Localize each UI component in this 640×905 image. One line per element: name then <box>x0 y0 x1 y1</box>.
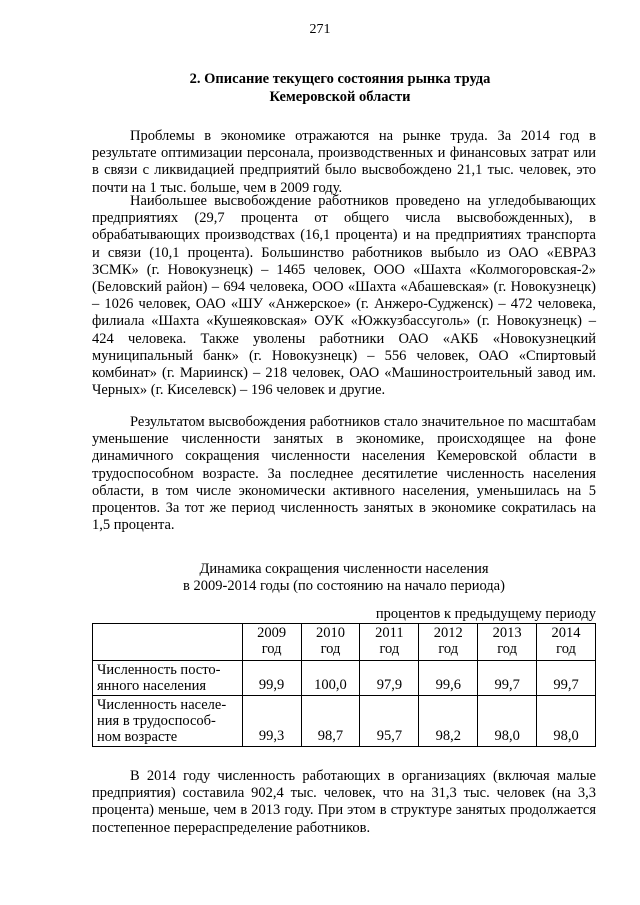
paragraph-1: Проблемы в экономике отражаются на рынке труда. За 2014 год в результате оптимизации персонала, производственных и финансовых затрат или в связи с ликвидацией предприятий было высвобождено 21,1 тыс. человек, это почти на 1 тыс. больше, чем в 2009 году. <box>92 128 596 196</box>
paragraph-2: Наибольшее высвобождение работников проведено на угледобывающих предприятиях (29,7 процента от общего числа высвобожденных), в обрабатывающих производствах (16,1 процента) и на предприятиях транспорта и связи (10,1 процента). Большинство работников выбыло из ОАО «ЕВРАЗ ЗСМК» (г. Новокузнецк) – 1465 человек, ООО «Шахта «Колмогоровская-2» (Беловский район) – 694 человека, ООО «Шахта «Абашевская» (г. Новокузнецк) – 1026 человек, ОАО «ШУ «Анжерское» (г. Анжеро-Судженск) – 472 человека, филиала «Шахта «Кушеяковская» ОУК «Южкузбассуголь» (г. Новокузнецк) – 424 человека. Также уволены работники ОАО «АКБ «Новокузнецкий муниципальный банк» (г. Новокузнецк) – 556 человек, ОАО «Спиртовый комбинат» (г. Мариинск) – 218 человек, ОАО «Машиностроительный завод им. Черных» (г. Киселевск) – 196 человек и другие. <box>92 193 596 399</box>
row-label-line: ном возрасте <box>97 729 178 745</box>
year-header-2009 <box>242 624 301 661</box>
section-heading-line-1: 2. Описание текущего состояния рынка труда <box>189 71 491 87</box>
year-suffix: год <box>320 641 341 657</box>
year-suffix: год <box>497 641 518 657</box>
row-label <box>93 661 243 696</box>
year-header-2011 <box>360 624 419 661</box>
year-header-2013 <box>478 624 537 661</box>
row-label-line: Численность населе- <box>97 697 227 713</box>
table-row-working-age-population <box>93 696 596 747</box>
table-cell: 98,7 <box>301 696 360 747</box>
table-caption-line-2: в 2009-2014 годы (по состоянию на начало периода) <box>183 578 505 594</box>
year-value: 2012 <box>433 625 463 641</box>
year-value: 2011 <box>375 625 404 641</box>
table-caption-line-1: Динамика сокращения численности населения <box>199 561 489 577</box>
table-header-empty-cell <box>93 624 243 661</box>
page-number: 271 <box>309 22 331 37</box>
table-cell: 99,9 <box>242 661 301 696</box>
year-value: 2010 <box>315 625 345 641</box>
year-suffix: год <box>379 641 400 657</box>
row-label-line: янного населения <box>97 678 207 694</box>
table-cell: 95,7 <box>360 696 419 747</box>
table-caption <box>92 561 596 595</box>
row-label-line: ния в трудоспособ- <box>97 713 216 729</box>
year-header-2014 <box>537 624 596 661</box>
table-cell: 98,2 <box>419 696 478 747</box>
year-header-2010 <box>301 624 360 661</box>
year-value: 2014 <box>551 625 581 641</box>
paragraph-4: В 2014 году численность работающих в организациях (включая малые предприятия) составила 902,4 тыс. человек, что на 31,3 тыс. человек (на 3,3 процента) меньше, чем в 2013 году. При этом в структуре занятых продолжается постепенное перераспределение работников. <box>92 768 596 836</box>
year-header-2012 <box>419 624 478 661</box>
paragraph-3: Результатом высвобождения работников стало значительное по масштабам уменьшение численности занятых в экономике, происходящее на фоне динамичного сокращения численности населения Кемеровской области в трудоспособном возрасте. За последнее десятилетие численность населения области, в том числе экономически активного населения, уменьшилась на 5 процентов. За тот же период численность занятых в экономике сократилась на 1,5 процента. <box>92 414 596 534</box>
table-cell: 99,7 <box>537 661 596 696</box>
section-heading-line-2: Кемеровской области <box>269 89 411 105</box>
section-heading <box>80 70 600 106</box>
table-cell: 97,9 <box>360 661 419 696</box>
table-cell: 100,0 <box>301 661 360 696</box>
table-cell: 98,0 <box>478 696 537 747</box>
row-label-line: Численность посто- <box>97 662 221 678</box>
year-suffix: год <box>261 641 282 657</box>
table-header-row <box>93 624 596 661</box>
table-cell: 99,6 <box>419 661 478 696</box>
table-unit-note: процентов к предыдущему периоду <box>375 606 596 622</box>
table-cell: 99,3 <box>242 696 301 747</box>
year-suffix: год <box>556 641 576 657</box>
population-table <box>92 623 596 747</box>
year-suffix: год <box>438 641 459 657</box>
table-cell: 98,0 <box>537 696 596 747</box>
year-value: 2009 <box>257 625 287 641</box>
table-cell: 99,7 <box>478 661 537 696</box>
row-label <box>93 696 243 747</box>
table-row-permanent-population <box>93 661 596 696</box>
year-value: 2013 <box>492 625 522 641</box>
